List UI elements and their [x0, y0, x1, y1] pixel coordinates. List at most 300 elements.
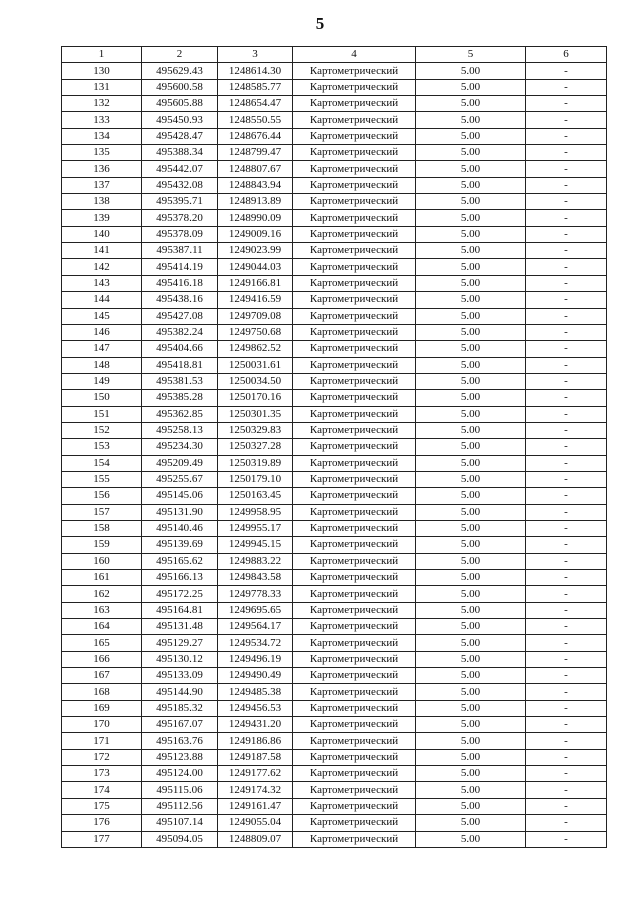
table-row — [62, 619, 607, 635]
table-cell: 1250301.35 — [218, 406, 293, 422]
table-cell: Картометрический — [293, 700, 416, 716]
page-number: 5 — [315, 14, 325, 33]
table-cell: 5.00 — [416, 259, 526, 275]
table-cell: 135 — [62, 145, 142, 161]
table-cell: Картометрический — [293, 145, 416, 161]
table-cell: 137 — [62, 177, 142, 193]
table-cell: - — [526, 259, 607, 275]
table-cell: 495094.05 — [142, 831, 218, 847]
table-cell: 167 — [62, 668, 142, 684]
table-cell: - — [526, 831, 607, 847]
table-cell: 141 — [62, 243, 142, 259]
table-cell: 157 — [62, 504, 142, 520]
table-row — [62, 815, 607, 831]
table-cell: 131 — [62, 79, 142, 95]
table-cell: 495131.90 — [142, 504, 218, 520]
table-cell: 139 — [62, 210, 142, 226]
table-cell: 1248654.47 — [218, 96, 293, 112]
table-cell: 5.00 — [416, 177, 526, 193]
table-cell: - — [526, 210, 607, 226]
table-cell: - — [526, 815, 607, 831]
table-cell: 1249456.53 — [218, 700, 293, 716]
table-row — [62, 766, 607, 782]
table-cell: 495432.08 — [142, 177, 218, 193]
table-row — [62, 717, 607, 733]
column-header: 3 — [218, 47, 293, 63]
table-cell: 136 — [62, 161, 142, 177]
table-cell: 495131.48 — [142, 619, 218, 635]
table-cell: - — [526, 782, 607, 798]
table-cell: - — [526, 243, 607, 259]
table-cell: 495378.09 — [142, 226, 218, 242]
table-cell: 495416.18 — [142, 275, 218, 291]
table-cell: 495442.07 — [142, 161, 218, 177]
table-cell: 5.00 — [416, 651, 526, 667]
table-row — [62, 79, 607, 95]
table-cell: Картометрический — [293, 243, 416, 259]
table-row — [62, 194, 607, 210]
table-cell: Картометрический — [293, 210, 416, 226]
table-cell: 495234.30 — [142, 439, 218, 455]
table-cell: - — [526, 488, 607, 504]
table-cell: 495185.32 — [142, 700, 218, 716]
table-cell: 174 — [62, 782, 142, 798]
table-cell: - — [526, 63, 607, 79]
table-cell: Картометрический — [293, 63, 416, 79]
table-cell: 132 — [62, 96, 142, 112]
table-cell: 159 — [62, 537, 142, 553]
table-cell: 5.00 — [416, 390, 526, 406]
table-row — [62, 504, 607, 520]
table-cell: 5.00 — [416, 145, 526, 161]
table-row — [62, 798, 607, 814]
table-cell: 1249862.52 — [218, 341, 293, 357]
table-cell: 5.00 — [416, 79, 526, 95]
table-cell: 1249490.49 — [218, 668, 293, 684]
table-cell: Картометрический — [293, 635, 416, 651]
table-cell: 495144.90 — [142, 684, 218, 700]
table-cell: 5.00 — [416, 373, 526, 389]
table-cell: Картометрический — [293, 782, 416, 798]
table-cell: Картометрический — [293, 112, 416, 128]
table-cell: 1248809.07 — [218, 831, 293, 847]
table-cell: 495139.69 — [142, 537, 218, 553]
table-cell: 5.00 — [416, 292, 526, 308]
table-cell: 5.00 — [416, 406, 526, 422]
column-header: 4 — [293, 47, 416, 63]
table-cell: - — [526, 308, 607, 324]
table-cell: 163 — [62, 602, 142, 618]
table-cell: - — [526, 733, 607, 749]
table-cell: 1249496.19 — [218, 651, 293, 667]
table-cell: 495166.13 — [142, 570, 218, 586]
table-row — [62, 782, 607, 798]
table-cell: 151 — [62, 406, 142, 422]
column-header: 1 — [62, 47, 142, 63]
table-cell: 5.00 — [416, 586, 526, 602]
table-row — [62, 341, 607, 357]
table-cell: Картометрический — [293, 717, 416, 733]
table-cell: - — [526, 553, 607, 569]
table-cell: 495427.08 — [142, 308, 218, 324]
table-cell: 153 — [62, 439, 142, 455]
table-cell: 1249695.65 — [218, 602, 293, 618]
table-cell: 1249055.04 — [218, 815, 293, 831]
table-cell: 5.00 — [416, 96, 526, 112]
table-cell: - — [526, 275, 607, 291]
table-cell: 5.00 — [416, 226, 526, 242]
table-cell: 1249431.20 — [218, 717, 293, 733]
coordinates-table — [61, 46, 607, 848]
table-cell: Картометрический — [293, 194, 416, 210]
table-cell: 1249843.58 — [218, 570, 293, 586]
table-cell: - — [526, 504, 607, 520]
table-cell: 1248799.47 — [218, 145, 293, 161]
table-cell: 156 — [62, 488, 142, 504]
table-row — [62, 439, 607, 455]
table-cell: 1249161.47 — [218, 798, 293, 814]
table-cell: 1250031.61 — [218, 357, 293, 373]
table-cell: 495123.88 — [142, 749, 218, 765]
table-cell: - — [526, 586, 607, 602]
table-cell: 495438.16 — [142, 292, 218, 308]
table-cell: 5.00 — [416, 210, 526, 226]
table-cell: 1249709.08 — [218, 308, 293, 324]
table-cell: - — [526, 194, 607, 210]
table-cell: 162 — [62, 586, 142, 602]
table-cell: 5.00 — [416, 357, 526, 373]
table-row — [62, 292, 607, 308]
table-cell: Картометрический — [293, 390, 416, 406]
table-row — [62, 177, 607, 193]
table-row — [62, 651, 607, 667]
table-cell: 1250170.16 — [218, 390, 293, 406]
table-cell: 495404.66 — [142, 341, 218, 357]
table-cell: 161 — [62, 570, 142, 586]
table-cell: 495115.06 — [142, 782, 218, 798]
table-row — [62, 210, 607, 226]
table-cell: 1248676.44 — [218, 128, 293, 144]
table-cell: 495164.81 — [142, 602, 218, 618]
table-cell: 158 — [62, 520, 142, 536]
table-cell: Картометрический — [293, 749, 416, 765]
table-cell: 5.00 — [416, 439, 526, 455]
table-cell: 5.00 — [416, 455, 526, 471]
table-cell: 147 — [62, 341, 142, 357]
table-cell: - — [526, 79, 607, 95]
table-cell: 1249485.38 — [218, 684, 293, 700]
table-cell: Картометрический — [293, 471, 416, 487]
table-cell: 155 — [62, 471, 142, 487]
table-row — [62, 668, 607, 684]
column-header: 5 — [416, 47, 526, 63]
table-cell: Картометрический — [293, 373, 416, 389]
table-cell: 5.00 — [416, 798, 526, 814]
table-cell: - — [526, 766, 607, 782]
table-cell: - — [526, 717, 607, 733]
table-cell: 495112.56 — [142, 798, 218, 814]
table-cell: 166 — [62, 651, 142, 667]
table-cell: 160 — [62, 553, 142, 569]
table-cell: 1249778.33 — [218, 586, 293, 602]
table-cell: 495381.53 — [142, 373, 218, 389]
table-cell: 5.00 — [416, 717, 526, 733]
table-cell: 152 — [62, 422, 142, 438]
table-cell: 5.00 — [416, 815, 526, 831]
table-cell: Картометрический — [293, 553, 416, 569]
table-cell: - — [526, 324, 607, 340]
table-cell: 1249955.17 — [218, 520, 293, 536]
table-cell: Картометрический — [293, 79, 416, 95]
table-cell: 495140.46 — [142, 520, 218, 536]
table-cell: 1249958.95 — [218, 504, 293, 520]
table-cell: Картометрический — [293, 537, 416, 553]
table-cell: Картометрический — [293, 96, 416, 112]
table-row — [62, 96, 607, 112]
table-cell: - — [526, 455, 607, 471]
table-cell: 1249534.72 — [218, 635, 293, 651]
table-row — [62, 226, 607, 242]
table-cell: 5.00 — [416, 194, 526, 210]
table-cell: 1249177.62 — [218, 766, 293, 782]
table-cell: - — [526, 128, 607, 144]
table-cell: 495145.06 — [142, 488, 218, 504]
table-row — [62, 373, 607, 389]
table-cell: 5.00 — [416, 733, 526, 749]
table-cell: 5.00 — [416, 537, 526, 553]
table-cell: 1249009.16 — [218, 226, 293, 242]
column-header: 2 — [142, 47, 218, 63]
table-row — [62, 831, 607, 847]
table-row — [62, 471, 607, 487]
table-cell: 1250327.28 — [218, 439, 293, 455]
table-cell: - — [526, 422, 607, 438]
table-cell: 495378.20 — [142, 210, 218, 226]
table-cell: - — [526, 602, 607, 618]
table-row — [62, 406, 607, 422]
table-cell: - — [526, 570, 607, 586]
table-cell: 1249166.81 — [218, 275, 293, 291]
table-cell: 495167.07 — [142, 717, 218, 733]
table-cell: 495450.93 — [142, 112, 218, 128]
table-cell: 172 — [62, 749, 142, 765]
table-cell: 495395.71 — [142, 194, 218, 210]
table-cell: 495133.09 — [142, 668, 218, 684]
table-cell: Картометрический — [293, 455, 416, 471]
table-row — [62, 700, 607, 716]
table-cell: 133 — [62, 112, 142, 128]
table-cell: Картометрический — [293, 684, 416, 700]
table-cell: 495385.28 — [142, 390, 218, 406]
table-cell: 495129.27 — [142, 635, 218, 651]
table-cell: Картометрический — [293, 831, 416, 847]
table-cell: Картометрический — [293, 488, 416, 504]
table-cell: 5.00 — [416, 749, 526, 765]
table-cell: - — [526, 112, 607, 128]
table-cell: Картометрический — [293, 292, 416, 308]
table-cell: 5.00 — [416, 324, 526, 340]
table-cell: 495418.81 — [142, 357, 218, 373]
table-cell: Картометрический — [293, 586, 416, 602]
table-row — [62, 259, 607, 275]
table-cell: 1249945.15 — [218, 537, 293, 553]
table-cell: 1250034.50 — [218, 373, 293, 389]
table-cell: Картометрический — [293, 406, 416, 422]
table-cell: 143 — [62, 275, 142, 291]
table-row — [62, 488, 607, 504]
table-cell: - — [526, 357, 607, 373]
table-cell: 1250329.83 — [218, 422, 293, 438]
table-cell: - — [526, 520, 607, 536]
table-cell: - — [526, 341, 607, 357]
table-row — [62, 586, 607, 602]
table-cell: 5.00 — [416, 553, 526, 569]
table-row — [62, 145, 607, 161]
table-row — [62, 128, 607, 144]
table-cell: Картометрический — [293, 177, 416, 193]
table-cell: 1249044.03 — [218, 259, 293, 275]
table-row — [62, 324, 607, 340]
table-cell: Картометрический — [293, 308, 416, 324]
table-row — [62, 422, 607, 438]
table-cell: 168 — [62, 684, 142, 700]
table-cell: - — [526, 390, 607, 406]
table-cell: 495130.12 — [142, 651, 218, 667]
table-cell: 140 — [62, 226, 142, 242]
table-cell: Картометрический — [293, 341, 416, 357]
table-cell: 495163.76 — [142, 733, 218, 749]
table-header — [62, 47, 607, 63]
table-row — [62, 308, 607, 324]
table-cell: 173 — [62, 766, 142, 782]
table-cell: Картометрический — [293, 439, 416, 455]
table-cell: 5.00 — [416, 602, 526, 618]
table-cell: - — [526, 161, 607, 177]
table-cell: - — [526, 619, 607, 635]
table-cell: 495209.49 — [142, 455, 218, 471]
table-cell: 138 — [62, 194, 142, 210]
table-cell: 145 — [62, 308, 142, 324]
table-cell: 1248550.55 — [218, 112, 293, 128]
table-cell: 1249174.32 — [218, 782, 293, 798]
table-cell: 5.00 — [416, 635, 526, 651]
table-cell: 495255.67 — [142, 471, 218, 487]
table-cell: 176 — [62, 815, 142, 831]
table-row — [62, 455, 607, 471]
table-cell: Картометрический — [293, 668, 416, 684]
table-cell: 495600.58 — [142, 79, 218, 95]
table-cell: 1248807.67 — [218, 161, 293, 177]
table-cell: 1249750.68 — [218, 324, 293, 340]
table-cell: 1249023.99 — [218, 243, 293, 259]
table-cell: Картометрический — [293, 619, 416, 635]
table-cell: - — [526, 668, 607, 684]
table-cell: 5.00 — [416, 619, 526, 635]
table-cell: - — [526, 798, 607, 814]
table-row — [62, 570, 607, 586]
table-cell: 175 — [62, 798, 142, 814]
table-cell: Картометрический — [293, 520, 416, 536]
table-row — [62, 63, 607, 79]
table-cell: 495172.25 — [142, 586, 218, 602]
table-cell: 1250163.45 — [218, 488, 293, 504]
table-cell: 495629.43 — [142, 63, 218, 79]
table-cell: Картометрический — [293, 815, 416, 831]
table-row — [62, 390, 607, 406]
table-cell: - — [526, 226, 607, 242]
table-cell: 5.00 — [416, 570, 526, 586]
table-row — [62, 537, 607, 553]
table-cell: - — [526, 373, 607, 389]
table-cell: - — [526, 177, 607, 193]
table-row — [62, 357, 607, 373]
table-cell: 1250319.89 — [218, 455, 293, 471]
table-cell: - — [526, 471, 607, 487]
table-cell: 495382.24 — [142, 324, 218, 340]
table-cell: Картометрический — [293, 733, 416, 749]
table-cell: 130 — [62, 63, 142, 79]
table-cell: 146 — [62, 324, 142, 340]
table-cell: - — [526, 292, 607, 308]
header-row — [62, 47, 607, 63]
table-cell: 1248990.09 — [218, 210, 293, 226]
table-cell: 5.00 — [416, 422, 526, 438]
table-cell: Картометрический — [293, 161, 416, 177]
table-cell: Картометрический — [293, 226, 416, 242]
table-cell: 5.00 — [416, 831, 526, 847]
table-cell: Картометрический — [293, 504, 416, 520]
table-cell: 5.00 — [416, 520, 526, 536]
table-cell: 1248614.30 — [218, 63, 293, 79]
table-cell: 495124.00 — [142, 766, 218, 782]
table-cell: Картометрический — [293, 357, 416, 373]
table-cell: 495387.11 — [142, 243, 218, 259]
table-cell: - — [526, 700, 607, 716]
table-cell: 1248913.89 — [218, 194, 293, 210]
table-cell: 495428.47 — [142, 128, 218, 144]
table-cell: 170 — [62, 717, 142, 733]
table-cell: 171 — [62, 733, 142, 749]
table-cell: Картометрический — [293, 570, 416, 586]
table-cell: 1249187.58 — [218, 749, 293, 765]
table-row — [62, 243, 607, 259]
table-cell: 5.00 — [416, 341, 526, 357]
table-cell: 5.00 — [416, 684, 526, 700]
table-cell: Картометрический — [293, 651, 416, 667]
table-cell: 495362.85 — [142, 406, 218, 422]
table-cell: - — [526, 406, 607, 422]
table-cell: 5.00 — [416, 275, 526, 291]
table-cell: 5.00 — [416, 112, 526, 128]
table-cell: - — [526, 96, 607, 112]
table-cell: 5.00 — [416, 700, 526, 716]
table-cell: Картометрический — [293, 766, 416, 782]
table-cell: 5.00 — [416, 766, 526, 782]
table-cell: 1248843.94 — [218, 177, 293, 193]
table-cell: - — [526, 684, 607, 700]
table-cell: - — [526, 537, 607, 553]
table-cell: 5.00 — [416, 471, 526, 487]
table-body — [62, 63, 607, 848]
table-cell: 149 — [62, 373, 142, 389]
table-cell: 150 — [62, 390, 142, 406]
column-header: 6 — [526, 47, 607, 63]
table-cell: 5.00 — [416, 308, 526, 324]
table-cell: 177 — [62, 831, 142, 847]
table-cell: - — [526, 635, 607, 651]
table-row — [62, 275, 607, 291]
table-cell: 154 — [62, 455, 142, 471]
